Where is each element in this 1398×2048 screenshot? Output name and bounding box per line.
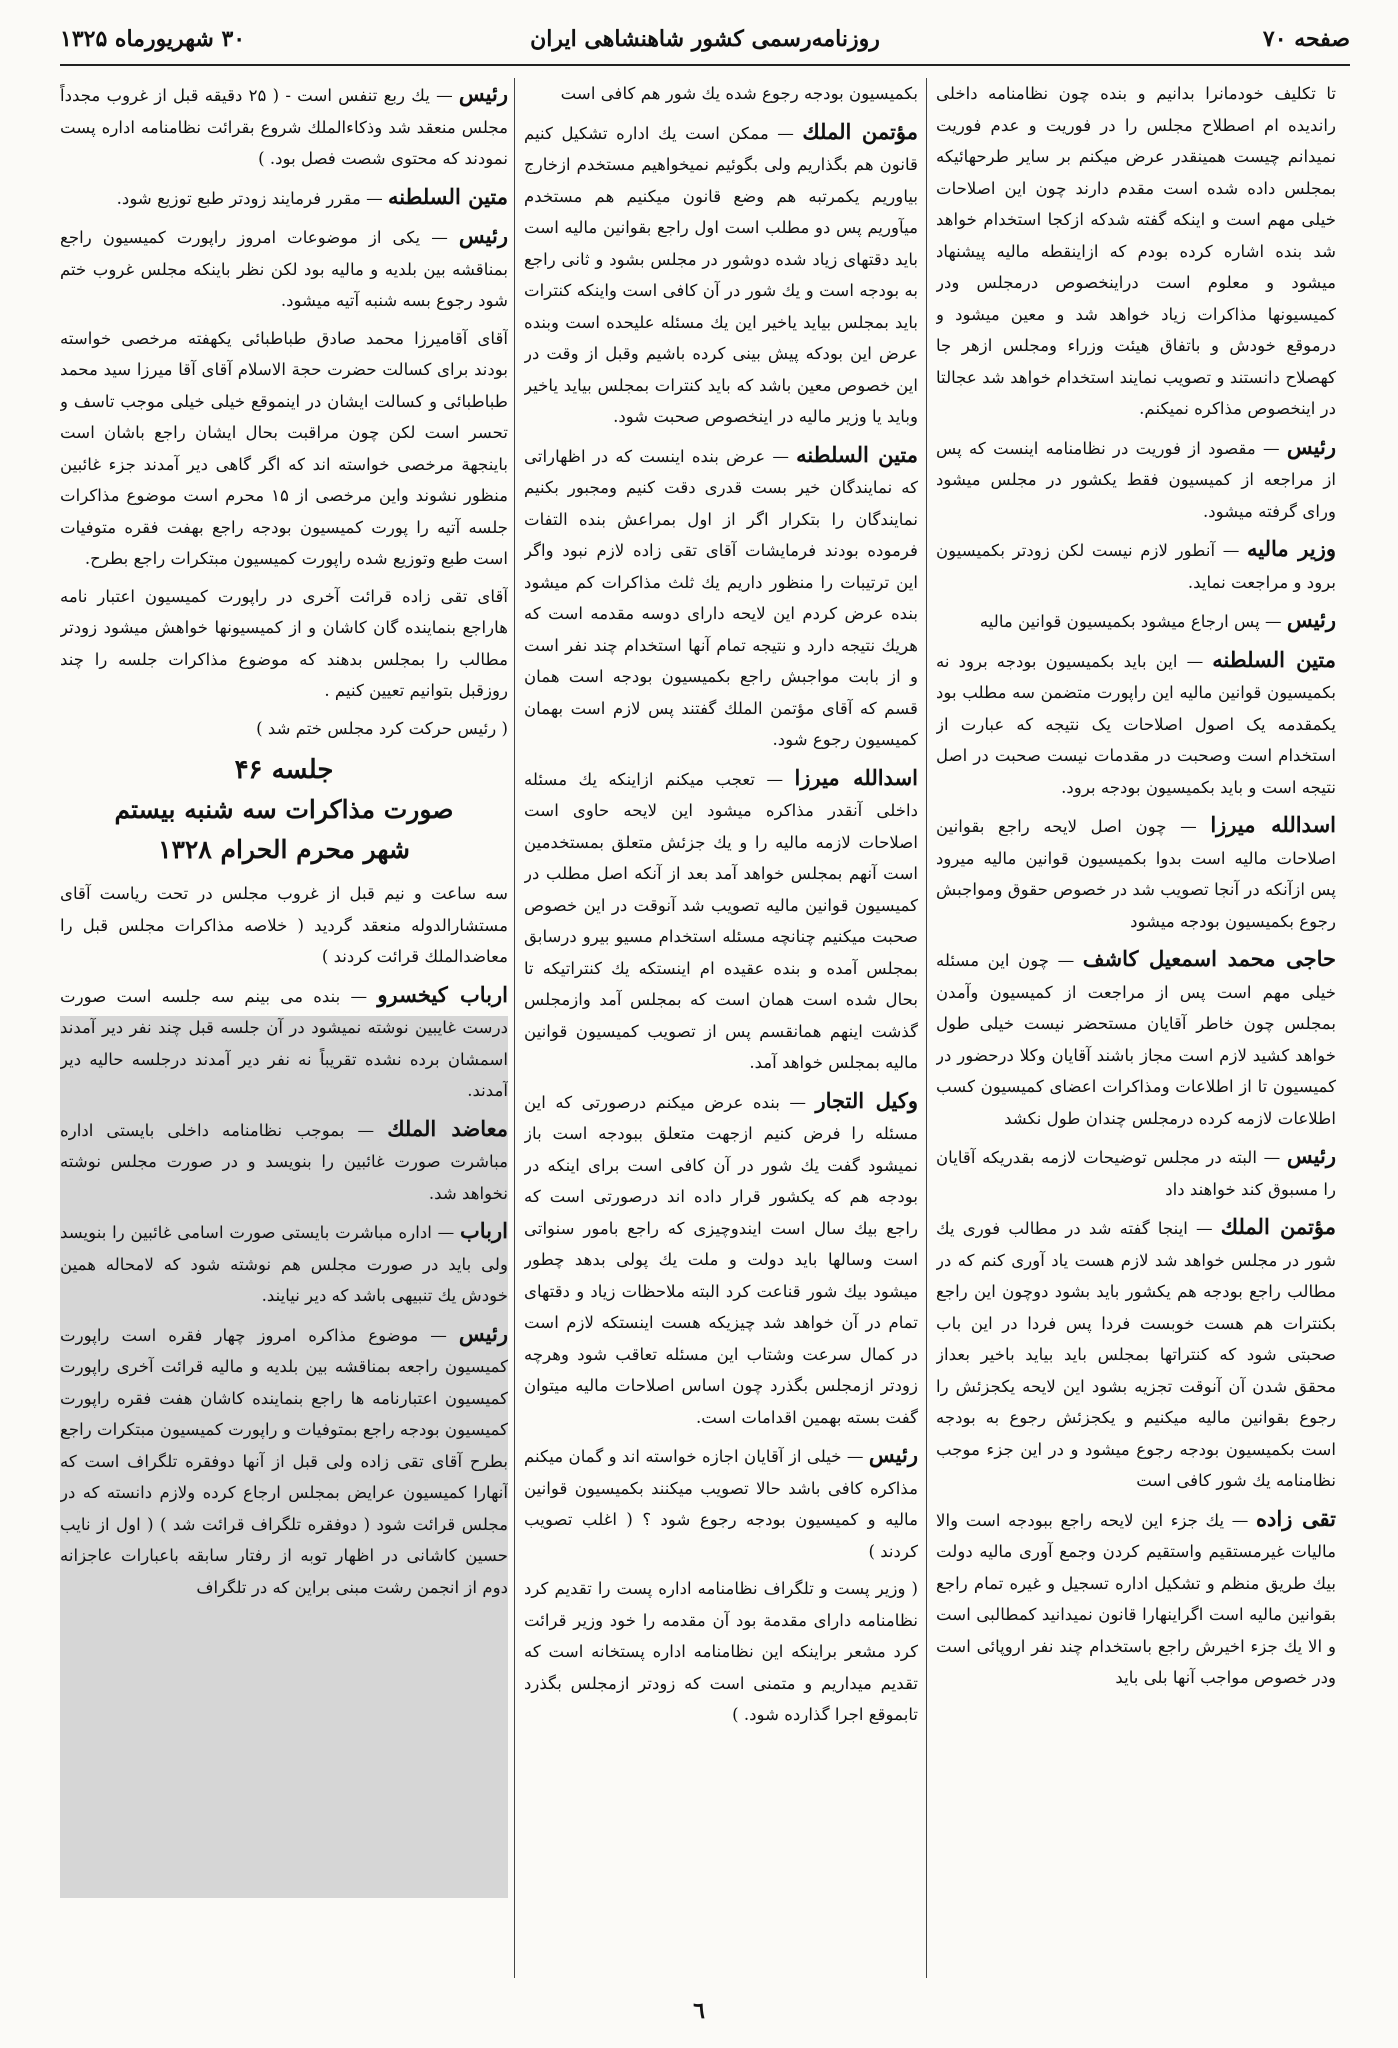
paragraph-text: — پس ارجاع میشود بکمیسیون قوانین مالیه bbox=[979, 612, 1282, 631]
paragraph-text: — آنطور لازم نیست لکن زودتر بکمیسیون برود و مراجعت نماید. bbox=[936, 541, 1336, 592]
paragraph bbox=[936, 1211, 1336, 1497]
speaker-name: رئیس bbox=[458, 223, 508, 248]
paragraph bbox=[524, 1439, 918, 1567]
paragraph-text: — موضوع مذاکره امروز چهار فقره است راپورت کمیسیون راجعه بمناقشه بین بلدیه و مالیه قرائت آخری راپورت کمیسیون اعتبارنامه ها راجع بنماینده کاشان هفت فقره راپورت کمیسیون بودجه راجع بمتوفیات و راپورت کمیسیون مبتکرات راجع بطرح آقای تقی زاده ولی قبل از آنها دوفقره تلگراف است که آنهارا کمیسیون عرایض بمجلس ارجاع کرده ولازم دانسته که در مجلس قرائت شود ( دوفقره تلگراف قرائت شد ) ( اول از نایب حسین کاشانی در اظهار توبه از رفتار سابقه باعبارات عاجزانه دوم از انجمن رشت مبنی براین که در تلگراف bbox=[60, 1325, 508, 1597]
speaker-name: رئیس bbox=[458, 81, 508, 106]
speaker-name: ارباب bbox=[460, 1218, 508, 1243]
paragraph-text: — بنده عرض میکنم درصورتی که این مسئله را فرض کنیم ازجهت متعلق ببودجه است باز نمیشود گفت یك شور در آن کافی است برای اینکه در بودجه هم که یکشور قرار داده اند درصورتی است که راجع بیك سال است ایندوچیزی که راجع بامور سنواتی است وسالها باید دولت و ملت یك پولی بدهد چطور میشود بیك شور قناعت کرد البته ملاحظات زیاد و دقتهای تمام در آن خواهد شد چیزیکه هست اینستکه لازم است در کمال سرعت وشتاب این مسئله تعاقب شود وهرچه زودتر ازمجلس بگذرد چون اساس اصلاحات مالیه میتوان گفت بسته بهمین اقدامات است. bbox=[524, 1092, 918, 1427]
paragraph-text: — یك جزء این لایحه راجع ببودجه است والا مالیات غیرمستقیم واستقیم کردن وجمع آوری مالیه دولت بیك طریق منظم و تشکیل اداره تسجیل و غیره تمام راجع بقوانین مالیه است اگراینهارا قانون نمیدانید کمطالبی است و الا یك جزء اخیرش راجع باستخدام چند نفر اروپائی است ودر خصوص مواجب آنها بلی باید bbox=[936, 1510, 1336, 1687]
paragraph bbox=[524, 1573, 918, 1731]
column-divider bbox=[514, 78, 515, 1978]
session-title: صورت مذاکرات سه شنبه بیستم bbox=[114, 795, 454, 824]
speaker-name: رئیس bbox=[1286, 1143, 1336, 1168]
speaker-name: مؤتمن الملك bbox=[802, 118, 918, 144]
paragraph bbox=[936, 78, 1336, 425]
speaker-name: وزیر مالیه bbox=[1246, 536, 1336, 561]
paragraph bbox=[524, 78, 918, 110]
column-right bbox=[936, 78, 1336, 1978]
paragraph bbox=[524, 1085, 918, 1434]
speaker-name: متین السلطنه bbox=[388, 183, 508, 209]
paragraph bbox=[936, 809, 1336, 937]
speaker-name: اسدالله میرزا bbox=[1210, 812, 1336, 837]
speaker-name: رئیس bbox=[458, 1320, 508, 1346]
page-label: صفحه ۷۰ bbox=[1262, 26, 1350, 52]
paragraph-text: — تعجب میکنم ازاینکه یك مسئله داخلی آنقدر مذاکره میشود این لایحه حاوی است اصلاحات لازمه مالیه را و یك جزئش متعلق بمستخدمین است آنهم بمجلس خواهد آمد بعد از آنکه اصل مطلب در کمیسیون قوانین مالیه تصویب شد آنوقت در این خصوص صحبت میکنیم چنانچه مسئله استخدام مسیو بیرو درسابق بمجلس آمده و بنده عقیده ام اینستکه یك کنتراتیکه تا بحال شده است همان است که بمجلس آمد وازمجلس گذشت اینهم همانقسم پس از تصویب کمیسیون قوانین مالیه بمجلس خواهد آمد. bbox=[524, 769, 918, 1072]
speaker-name: رئیس bbox=[1286, 433, 1336, 459]
paragraph bbox=[936, 943, 1336, 1134]
speaker-name: تقی زاده bbox=[1256, 1505, 1336, 1531]
paragraph-text: بکمیسیون بودجه رجوع شده یك شور هم کافی است bbox=[560, 84, 918, 103]
paragraph-text: سه ساعت و نیم قبل از غروب مجلس در تحت ریاست آقای مستشارالدوله منعقد گردید ( خلاصه مذاکرات مجلس قبل را معاضدالملك قرائت کردند ) bbox=[60, 884, 508, 966]
paragraph bbox=[60, 78, 508, 175]
speaker-name: اسدالله میرزا bbox=[794, 764, 918, 790]
page-number: ٦ bbox=[693, 1998, 705, 2024]
paragraph-text: — مقرر فرمایند زودتر طبع توزیع شود. bbox=[116, 188, 383, 208]
speaker-name: ارباب کیخسرو bbox=[377, 981, 508, 1007]
paragraph bbox=[60, 713, 508, 745]
speaker-name: متین السلطنه bbox=[1212, 646, 1336, 672]
paragraph-text: ( وزیر پست و تلگراف نظامنامه اداره پست را تقدیم کرد نظامنامه دارای مقدمة بود آن مقدمه را خود وزیر قرائت کرد مشعر براینکه این نظامنامه اداره پستخانه است که تقدیم میداریم و متمنی است که زودتر ازمجلس بگذرد تابموقع اجرا گذارده شود. ) bbox=[524, 1579, 918, 1724]
paragraph-text: تا تکلیف خودمانرا بدانیم و بنده چون نظامنامه داخلی راندیده ام اصطلاح مجلس را در فوریت و عدم فوریت نمیدانم چیست همینقدر عرض میکنم بر سایر طرحهائیکه بمجلس داده شده است مقدم دارند چون این اصلاحات خیلی مهم است و اینکه گفته شدکه ازکجا استخدام خواهد شد بنده اشاره کرده بودم که ازاینقطه مالیه پیشنهاد میشود و معلوم است دراینخصوص درمجلس ودر کمیسیونها مذاکرات زیاد خواهد شد و معین میشود و درموقع خودش و باتفاق هیئت وزراء ومجلس ازهر جا کهصلاح دانستند و تصویب نمایند استخدام خواهد شد عجالتا در اینخصوص مذاکره نمیکنم. bbox=[936, 84, 1336, 418]
speaker-name: مؤتمن الملك bbox=[1220, 1214, 1336, 1239]
paragraph-text: — یکی از موضوعات امروز راپورت کمیسیون راجع بمناقشه بین بلدیه و مالیه بود لکن نظر باینکه مجلس غروب ختم شود رجوع بسه شنبه آتیه میشود. bbox=[60, 228, 508, 310]
paragraph bbox=[936, 604, 1336, 638]
paragraph-text: — البته در مجلس توضیحات لازمه بقدریکه آقایان را مسبوق کند خواهند داد bbox=[936, 1148, 1336, 1199]
paragraph bbox=[524, 762, 918, 1079]
paragraph-text: — بموجب نظامنامه داخلی بایستی اداره مباشرت صورت غائبین را بنویسد و در صورت مجلس نوشته نخواهد شد. bbox=[60, 1120, 508, 1203]
paragraph-text: — چون اصل لایحه راجع بقوانین اصلاحات مالیه است بدوا بکمیسیون قوانین مالیه میرود پس ازآنکه در آنجا تصویب شد در خصوص حقوق ومواجبش رجوع بکمیسیون بودجه میشود bbox=[936, 817, 1336, 931]
session-number: جلسه ۴۶ bbox=[234, 755, 334, 785]
paragraph bbox=[936, 533, 1336, 598]
paragraph-text: — عرض بنده اینست که در اظهاراتی که نمایندگان خیر بست قدری دقت کنیم ومجبور بکنیم نمایندگان را بتکرار اگر از اول بمراعش بنده التفات فرموده بودند فرمایشات آقای تقی زاده لازم نبود واگر این ترتیبات را منظور داریم یك ثلث مذاکرات کم میشود بنده عرض کردم این لایحه دارای دوسه مقدمه است که هریك نتیجه دارد و نتیجه تمام آنها استخدام چند نفر است و از بابت مواجبش راجع بکمیسیون بودجه است همان قسم که آقای مؤتمن الملك گفتند پس لازم است بهمان کمیسیون رجوع شود. bbox=[524, 446, 918, 749]
paragraph-text: — اینجا گفته شد در مطالب فوری یك شور در مجلس خواهد شد لازم هست یاد آوری کنم که در مطالب راجع بودجه هم یکشور باید بشود دوچون این راجع بکنترات هم هست خوبست فردا پس فردا در این باب صحبتی شود که کنتراتها بمجلس باید بیاید باخیر بعداز محقق شدن آن آنوقت تجزیه بشود این لایحه یکجزئش را رجوع بقوانین مالیه میکنیم و یکجزئش رجوع به بودجه است بکمیسیون بودجه رجوع میشود و در این جزء موجب نظامنامه یك شور کافی است bbox=[936, 1219, 1336, 1490]
speaker-name: معاضد الملك bbox=[387, 1115, 508, 1141]
paragraph bbox=[60, 878, 508, 973]
paragraph bbox=[60, 581, 508, 707]
paragraph-text: آقای آقامیرزا محمد صادق طباطبائی یکهفته مرخصی خواسته بودند برای کسالت حضرت حجة الاسلام آقای آقا میرزا سید محمد طباطبائی و کسالت ایشان در اینموقع خیلی خیلی موجب تاسف و تحسر است لکن چون مراقبت بحال ایشان راجع باشان است باینجهة مرخصی خواسته اند که اگر گاهی دیر آمدند جزء غائبین منظور نشوند واین مرخصی از ۱۵ محرم است موضوع مذاکرات جلسه آتیه را پورت کمیسیون بودجه راجع بهفت فقره متوفیات است طبع وتوزیع شده راپورت کمیسیون مبتکرات راجع بطرح. bbox=[60, 328, 508, 568]
paragraph-text: — اداره مباشرت بایستی صورت اسامی غائبین را بنویسد ولی باید در صورت مجلس هم نوشته شود که لامحاله همین خودش یك تنبیهی باشد که دیر نیایند. bbox=[60, 1223, 508, 1305]
speaker-name: رئیس bbox=[868, 1442, 918, 1467]
session-date: شهر محرم الحرام ۱۳۲۸ bbox=[158, 835, 410, 864]
paragraph-text: — چون این مسئله خیلی مهم است پس از مراجعت از کمیسیون وآمدن بمجلس چون خاطر آقایان مستحضر نیست خیلی طول خواهد کشید لازم است مجاز باشند آقایان وکلا درحضور در کمیسیون تا از اطلاعات ومذاکرات اعضای کمیسیون کسب اطلاعات لازمه کرده درمجلس چندان طول نکشد bbox=[936, 951, 1336, 1128]
issue-date: ۳۰ شهریورماه ۱۳۲۵ bbox=[60, 26, 246, 52]
paragraph-text: — خیلی از آقایان اجازه خواسته اند و گمان میکنم مذاکره کافی باشد حالا تصویب میکنند بکمیسیون قوانین مالیه و کمیسیون بودجه رجوع شود ؟ ( اغلب تصویب کردند ) bbox=[524, 1447, 918, 1561]
speaker-name: حاجی محمد اسمعیل کاشف bbox=[1082, 946, 1336, 971]
speaker-name: رئیس bbox=[1286, 607, 1336, 632]
paragraph bbox=[60, 181, 508, 215]
paragraph bbox=[60, 1318, 508, 1604]
paragraph bbox=[60, 979, 508, 1107]
column-left bbox=[60, 78, 508, 1978]
paragraph bbox=[524, 116, 918, 433]
paragraph-text: — یك ربع تنفس است - ( ۲۵ دقیقه قبل از غروب مجدداً مجلس منعقد شد وذکاءالملك شروع بقرائت نظامنامه اداره پست نمودند که محتوی شصت فصل بود. ) bbox=[60, 86, 508, 168]
paragraph bbox=[936, 1503, 1336, 1694]
paragraph bbox=[60, 220, 508, 317]
speaker-name: متین السلطنه bbox=[796, 441, 918, 467]
speaker-name: وکیل التجار bbox=[815, 1087, 918, 1113]
paragraph-text: ( رئیس حرکت کرد مجلس ختم شد ) bbox=[256, 718, 508, 738]
page-header bbox=[60, 18, 1350, 66]
column-middle bbox=[524, 78, 918, 1978]
paragraph-text: — ممکن است یك اداره تشکیل کنیم قانون هم بگذاریم ولی بگوئیم نمیخواهیم مستخدم ازخارج بیاوریم یکمرتبه هم وضع قانون میکنیم هم مستخدم میآوریم پس دو مطلب است اول راجع بقوانین مالیه است باید دقتهای زیاد شده دوشور در مجلس بشود و ثانی راجع به بودجه است و یك شور در آن کافی است واینکه کنترات باید بمجلس بیاید یاخیر این یك مسئله علیحده است وبنده عرض این بودکه پیش بینی کرده باشیم وقبل از وقت در این خصوص معین باشد که باید کنترات بمجلس بیاید یاخیر وباید یا وزیر مالیه در اینخصوص صحبت شود. bbox=[524, 123, 918, 426]
paragraph bbox=[60, 323, 508, 575]
session-heading bbox=[60, 750, 508, 870]
newspaper-title: روزنامه‌رسمی کشور شاهنشاهی ایران bbox=[530, 26, 880, 52]
paragraph-text: آقای تقی زاده قرائت آخری در راپورت کمیسیون اعتبار نامه هاراجع بنماینده گان کاشان و از کمیسیونها خواهش میشود زودتر مطالب را بمجلس بدهند که موضوع مذاکرات جلسه را چند روزقبل بتوانیم تعیین کنیم . bbox=[60, 586, 508, 700]
paragraph bbox=[60, 1113, 508, 1210]
column-divider bbox=[926, 78, 927, 1978]
paragraph-text: — مقصود از فوریت در نظامنامه اینست که پس از مراجعه از کمیسیون فقط یکشور در مجلس میشود ورای گرفته میشود. bbox=[936, 438, 1336, 521]
paragraph bbox=[936, 431, 1336, 528]
paragraph bbox=[936, 1140, 1336, 1205]
paragraph bbox=[60, 1215, 508, 1312]
paragraph bbox=[936, 644, 1336, 804]
paragraph-text: — بنده می بینم سه جلسه است صورت درست غایبین نوشته نمیشود در آن جلسه قبل چند نفر دیر آمدند اسمشان برده نشده تقریباً نه نفر دیر آمدند درجلسه حالیه دیر آمدند. bbox=[60, 986, 508, 1100]
paragraph-text: — این باید بکمیسیون بودجه برود نه بکمیسیون قوانین مالیه این راپورت متضمن سه مطلب بود یکمقدمه یک اصول اصلاحات یک نتیجه که عبارت از استخدام است وصحبت در مقدمات نیست صحبت در اصل نتیجه است و باید بکمیسیون بودجه برود. bbox=[936, 651, 1336, 797]
paragraph bbox=[524, 439, 918, 756]
